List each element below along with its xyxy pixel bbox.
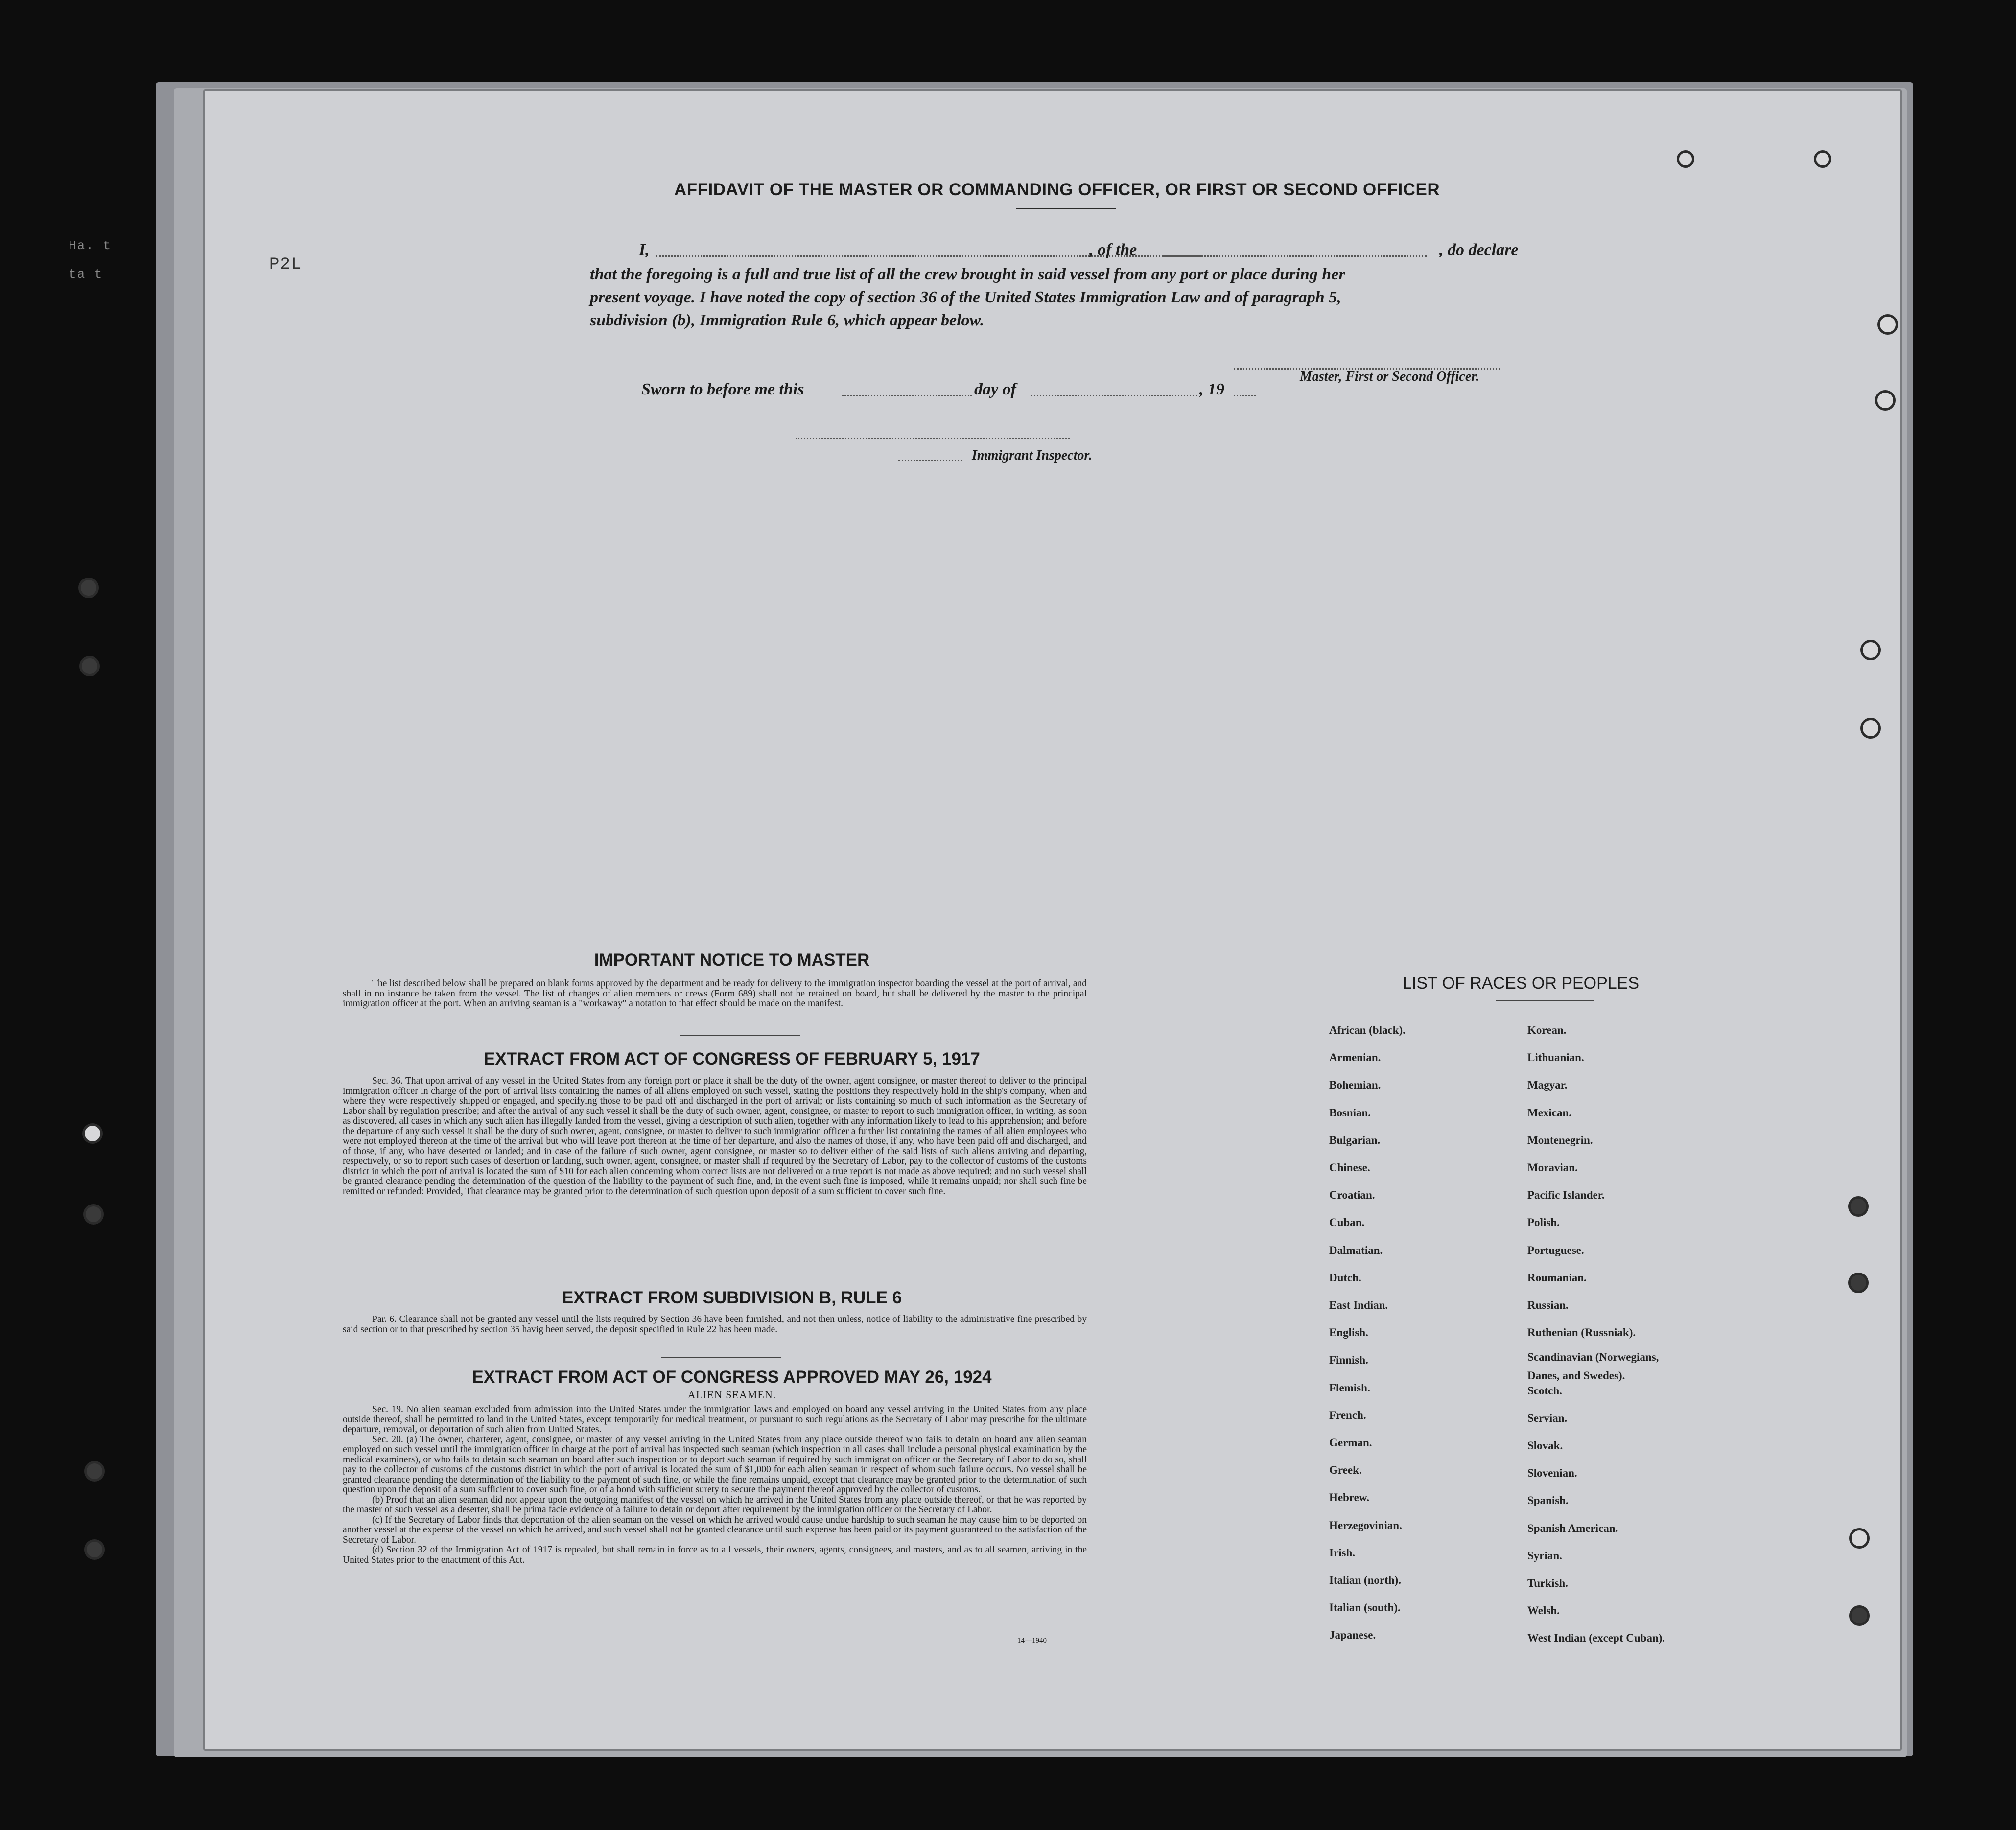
affidavit-declare: , do declare xyxy=(1439,241,1519,259)
affidavit-of-the: , of the xyxy=(1089,241,1137,259)
vessel-blank xyxy=(1163,255,1427,257)
binder-hole xyxy=(82,1123,103,1144)
race-item: Slovak. xyxy=(1527,1439,1563,1452)
affidavit-line-3: present voyage. I have noted the copy of section 36 of the United States Immigration Law and of paragraph 5, xyxy=(590,288,1341,306)
sworn-text: Sworn to before me this xyxy=(641,380,804,398)
binder-hole xyxy=(1877,314,1898,335)
rule6-body xyxy=(343,1315,1087,1335)
inspector-signature-line xyxy=(796,438,1070,439)
race-item: Bohemian. xyxy=(1329,1079,1381,1091)
race-item: Syrian. xyxy=(1527,1550,1562,1562)
divider xyxy=(680,1035,800,1036)
race-item: Bosnian. xyxy=(1329,1107,1371,1119)
race-item: Italian (north). xyxy=(1329,1574,1401,1586)
inspector-dotted-lead xyxy=(898,460,962,461)
affidavit-i: I, xyxy=(639,241,650,259)
binder-hole xyxy=(84,1539,105,1560)
binder-hole xyxy=(84,1461,105,1482)
binder-hole xyxy=(79,656,100,676)
extract-1924-subtitle: ALIEN SEAMEN. xyxy=(687,1389,776,1401)
month-blank xyxy=(1031,395,1197,396)
race-item: Dutch. xyxy=(1329,1272,1361,1284)
race-item: French. xyxy=(1329,1409,1366,1421)
race-item: Spanish American. xyxy=(1527,1522,1618,1534)
binder-hole xyxy=(1848,1196,1869,1217)
race-item: Slovenian. xyxy=(1527,1467,1577,1479)
form-number: 14—1940 xyxy=(1017,1637,1047,1645)
binder-hole xyxy=(78,578,99,598)
race-item: East Indian. xyxy=(1329,1299,1388,1311)
rule6-title: EXTRACT FROM SUBDIVISION B, RULE 6 xyxy=(562,1288,902,1307)
race-item: Pacific Islander. xyxy=(1527,1189,1605,1201)
notice-body xyxy=(343,979,1087,1009)
race-item: German. xyxy=(1329,1436,1372,1449)
extract-1917-paragraph: Sec. 36. That upon arrival of any vessel in the United States from any foreign port or place it shall be the duty of the owner, agent consignee, or master thereof to deliver to the principal immigration officer in charge of the port of arrival lists containing the names of all aliens employed on such vessel, stating the positions they respectively hold in the ship's company, when and where they were respectively shipped or engaged, and specifying those to be paid off and discharged in the port of arrival; or lists containing so much of such information as the Secretary of Labor shall by regulation prescribe; and after the arrival of any such vessel it shall be the duty of such owner, agent, consignee, or master to report to such immigration officer, in writing, as soon as discovered, all cases in which any such alien has illegally landed from the vessel, giving a description of such alien, together with any information likely to lead to his apprehension; and before the departure of any such vessel it shall be the duty of such owner, agent, consignee, or master to deliver to such immigration officer a further list containing the names of all alien employees who were not employed thereon at the time of the arrival but who will leave port thereon at the time of her departure, and also the names of those, if any, who have been paid off and discharged, and of those, if any, who have deserted or landed; and in case of the failure of such owner, agent consignee, or master so to deliver either of the said lists of such aliens arriving and departing, respectively, or so to report such cases of desertion or landing, such owner, agent, consignee, or master shall if required by the Secretary of Labor, pay to the collector of customs of the customs district in which the port of arrival is located the sum of $10 for each alien concerning whom correct lists are not delivered or a true report is not made as above required; and no such vessel shall be granted clearance pending the determination of the question of the liability to the payment of such fine, and, in the event such fine is imposed, while it remains unpaid; nor shall such fine be remitted or refunded: Provided, That clearance may be granted prior to the determination of such question upon deposit of a sum sufficient to cover such fine. xyxy=(343,1076,1087,1197)
race-item: African (black). xyxy=(1329,1024,1406,1036)
race-item: Korean. xyxy=(1527,1024,1567,1036)
race-item: Russian. xyxy=(1527,1299,1569,1311)
race-item: Scandinavian (Norwegians, xyxy=(1527,1351,1659,1363)
race-item: Welsh. xyxy=(1527,1604,1560,1617)
notice-title: IMPORTANT NOTICE TO MASTER xyxy=(594,950,870,970)
sworn-year: , 19 xyxy=(1199,380,1224,398)
race-item: Mexican. xyxy=(1527,1107,1572,1119)
race-item: West Indian (except Cuban). xyxy=(1527,1632,1665,1644)
race-item: Dalmatian. xyxy=(1329,1244,1383,1256)
race-item: Lithuanian. xyxy=(1527,1051,1584,1064)
extract-1917-title: EXTRACT FROM ACT OF CONGRESS OF FEBRUARY 5, 1917 xyxy=(484,1049,980,1068)
race-item: Armenian. xyxy=(1329,1051,1381,1064)
notice-paragraph: The list described below shall be prepared on blank forms approved by the department and be ready for delivery to the immigration inspector boarding the vessel at the port of arrival, and shall in no instance be taken from the vessel. The list of changes of alien members or crews (Form 689) shall not be retained on board, but shall be delivered by the master to the principal immigration officer at the port. When an arriving seaman is a "workaway" a notation to that effect should be made on the manifest. xyxy=(343,978,1087,1009)
race-item: Italian (south). xyxy=(1329,1601,1401,1614)
divider xyxy=(661,1357,781,1358)
race-item: Roumanian. xyxy=(1527,1272,1587,1284)
binder-hole xyxy=(1875,390,1896,411)
divider xyxy=(1496,1000,1594,1001)
sworn-day-of: day of xyxy=(974,380,1016,398)
race-item: Montenegrin. xyxy=(1527,1134,1593,1146)
race-item: Moravian. xyxy=(1527,1161,1578,1174)
day-blank xyxy=(842,395,972,396)
binder-hole xyxy=(1849,1605,1870,1626)
year-blank xyxy=(1234,395,1256,396)
race-item: Polish. xyxy=(1527,1216,1560,1228)
race-item: Servian. xyxy=(1527,1412,1568,1424)
race-item: Japanese. xyxy=(1329,1629,1376,1641)
binder-hole xyxy=(1860,718,1881,739)
race-item: Greek. xyxy=(1329,1464,1362,1476)
race-item: Irish. xyxy=(1329,1547,1356,1559)
race-item: Turkish. xyxy=(1527,1577,1568,1589)
race-item: Finnish. xyxy=(1329,1354,1368,1366)
race-item: Danes, and Swedes). xyxy=(1527,1369,1625,1382)
races-title: LIST OF RACES OR PEOPLES xyxy=(1403,974,1640,993)
race-item: Scotch. xyxy=(1527,1385,1562,1397)
extract-1924-title: EXTRACT FROM ACT OF CONGRESS APPROVED MAY 26, 1924 xyxy=(472,1367,992,1387)
binder-hole xyxy=(1849,1528,1870,1549)
race-item: Herzegovinian. xyxy=(1329,1519,1402,1531)
margin-mark: Ha. t xyxy=(69,238,112,253)
affidavit-line-4: subdivision (b), Immigration Rule 6, which appear below. xyxy=(590,311,985,329)
sec20b-paragraph: (b) Proof that an alien seaman did not appear upon the outgoing manifest of the vessel on which he arrived in the United States from any place outside thereof, or that he was reported by the master of such vessel as a deserter, shall be prima facie evidence of a failure to detain or deport after requirement by the immigration officer or the Secretary of Labor. xyxy=(343,1494,1087,1515)
sec20a-paragraph: Sec. 20. (a) The owner, charterer, agent, consignee, or master of any vessel arriving in the United States from any place outside thereof who fails to detain on board any alien seaman employed on such vessel until the immigration officer in charge at the port of arrival has inspected such seaman (which inspection in all cases shall include a personal physical examination by the medical examiners), or who fails to detain such seaman on board after such inspection or to deport such seaman if required by such immigration officer or the Secretary of Labor to do so, shall pay to the collector of customs of the customs district in which the port of arrival is located the sum of $1,000 for each alien seaman in respect of whom such failure occurs. No vessel shall be granted clearance pending the determination of the liability to the payment of such fine, or while the fine remains unpaid, except that clearance may be granted prior to the determination of such question upon the deposit of a sum sufficient to cover such fine, or of a bond with sufficient surety to secure the payment thereof approved by the collector of customs. xyxy=(343,1434,1087,1495)
extract-1917-body xyxy=(343,1076,1087,1197)
inspector-signature-label: Immigrant Inspector. xyxy=(972,448,1092,463)
race-item: Ruthenian (Russniak). xyxy=(1527,1326,1636,1339)
binder-hole xyxy=(1677,150,1694,168)
document-page xyxy=(203,89,1902,1751)
race-item: Chinese. xyxy=(1329,1161,1370,1174)
race-item: Hebrew. xyxy=(1329,1491,1369,1504)
affidavit-line-2: that the foregoing is a full and true list of all the crew brought in said vessel from any port or place during her xyxy=(590,265,1345,283)
binder-hole xyxy=(83,1204,104,1225)
binder-hole xyxy=(1848,1273,1869,1293)
sec19-paragraph: Sec. 19. No alien seaman excluded from admission into the United States under the immigration laws and employed on board any vessel arriving in the United States from any place outside thereof, shall be permitted to land in the United States, except temporarily for medical treatment, or pursuant to such regulations as the Secretary of Labor may prescribe for the ultimate departure, removal, or deportation of such alien from United States. xyxy=(343,1404,1087,1435)
affidavit-title: AFFIDAVIT OF THE MASTER OR COMMANDING OFFICER, OR FIRST OR SECOND OFFICER xyxy=(674,180,1440,199)
race-item: Cuban. xyxy=(1329,1216,1365,1228)
race-item: Spanish. xyxy=(1527,1494,1569,1506)
binder-hole xyxy=(1860,640,1881,660)
race-item: Bulgarian. xyxy=(1329,1134,1381,1146)
margin-mark: ta t xyxy=(69,267,103,281)
rule6-paragraph: Par. 6. Clearance shall not be granted any vessel until the lists required by Section 36 have been furnished, and not then unless, notice of liability to the administrative fine prescribed by said section or to that prescribed by section 35 havig been served, the deposit specified in Rule 22 has been made. xyxy=(343,1314,1087,1335)
sec20d-paragraph: (d) Section 32 of the Immigration Act of 1917 is repealed, but shall remain in force as to all vessels, their owners, agents, consignees, and masters, and as to all seamen, arriving in the United States prior to the enactment of this Act. xyxy=(343,1545,1087,1565)
race-item: English. xyxy=(1329,1326,1368,1339)
divider xyxy=(1016,208,1116,209)
margin-stamp: P2L xyxy=(269,255,303,274)
binder-hole xyxy=(1814,150,1831,168)
sec20c-paragraph: (c) If the Secretary of Labor finds that deportation of the alien seaman on the vessel on which he arrived would cause undue hardship to such seaman he may cause him to be deported on another vessel at the expense of the vessel on which he arrived, and such vessel shall not be granted clearance until such expense has been paid or its payment guaranteed to the satisfaction of the Secretary of Labor. xyxy=(343,1514,1087,1545)
race-item: Portuguese. xyxy=(1527,1244,1584,1256)
extract-1924-body xyxy=(343,1405,1087,1565)
master-signature-label: Master, First or Second Officer. xyxy=(1300,369,1479,384)
race-item: Magyar. xyxy=(1527,1079,1568,1091)
race-item: Flemish. xyxy=(1329,1382,1370,1394)
race-item: Croatian. xyxy=(1329,1189,1375,1201)
